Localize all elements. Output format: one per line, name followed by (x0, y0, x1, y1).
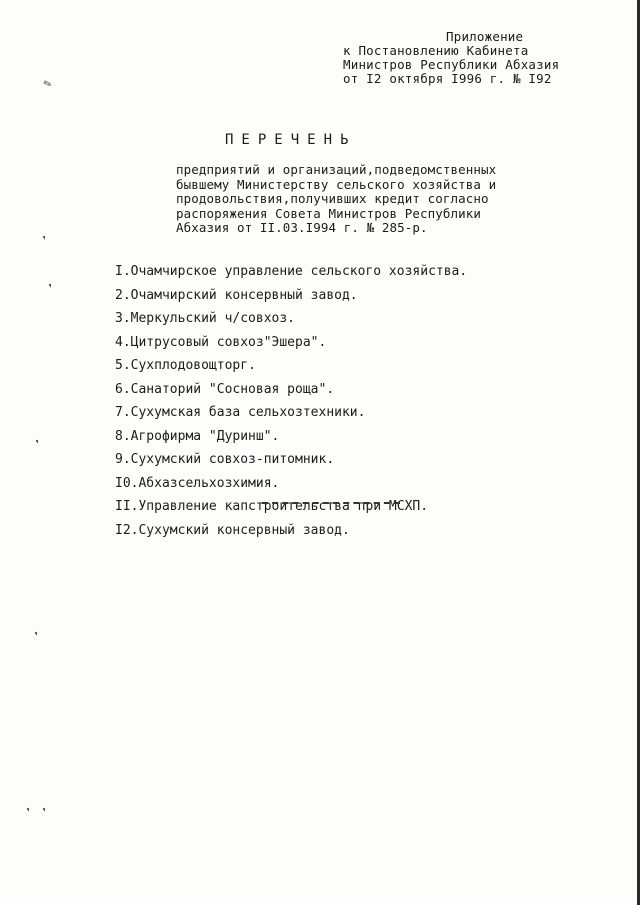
list-item: 5.Сухплодовощторг. (115, 358, 256, 373)
list-item: 3.Меркульский ч/совхоз. (115, 311, 296, 326)
list-item: 4.Цитрусовый совхоз"Эшера". (115, 334, 327, 350)
subtitle-line: Абхазия от II.03.I994 г. № 285-р. (176, 220, 428, 235)
scan-mark-icon: ✎ (42, 77, 54, 92)
list-item: II.Управление капстроительства при МСХП. (115, 499, 429, 514)
appendix-label: Приложение (446, 29, 524, 44)
list-item: 6.Санаторий "Сосновая роща". (115, 381, 335, 397)
appendix-header (343, 30, 623, 86)
list-item: 9.Сухумский совхоз-питомник. (115, 452, 335, 467)
list-item: 2.Очамчирский консервный завод. (115, 287, 358, 303)
appendix-date-number: от I2 октября I996 г. № I92 (343, 71, 552, 86)
scan-mark-icon: ❜ (34, 630, 41, 643)
appendix-reference-line-2: Министров Республики Абхазия (343, 57, 560, 72)
scan-mark-icon: ❜ (42, 806, 49, 819)
list-item: I0.Абхазсельхозхимия. (115, 475, 280, 491)
document-title: ПЕРЕЧЕНЬ (225, 132, 357, 148)
appendix-reference-line-1: к Постановлению Кабинета (343, 43, 529, 58)
document-subtitle (176, 163, 616, 236)
subtitle-line: продовольствия,получивших кредит согласно (176, 191, 489, 206)
enterprise-list (115, 260, 595, 542)
list-item: I.Очамчирское управление сельского хозяйства. (115, 264, 468, 279)
list-item: 7.Сухумская база сельхозтехники. (115, 405, 366, 420)
list-item: I2.Сухумский консервный завод. (115, 522, 350, 538)
closing-divider (262, 502, 400, 504)
subtitle-line: бывшему Министерству сельского хозяйства и (176, 176, 497, 192)
list-item: 8.Агрофирма "Дуринш". (115, 428, 280, 444)
scan-mark-icon: ❜ (42, 234, 49, 247)
subtitle-line: предприятий и организаций,подведомственных (176, 162, 497, 177)
scan-mark-icon: ❜ (48, 282, 55, 295)
scan-mark-icon: ❜ (35, 438, 42, 451)
subtitle-line: распоряжения Совета Министров Республики (176, 205, 482, 221)
scan-mark-icon: ❜ (26, 806, 33, 819)
